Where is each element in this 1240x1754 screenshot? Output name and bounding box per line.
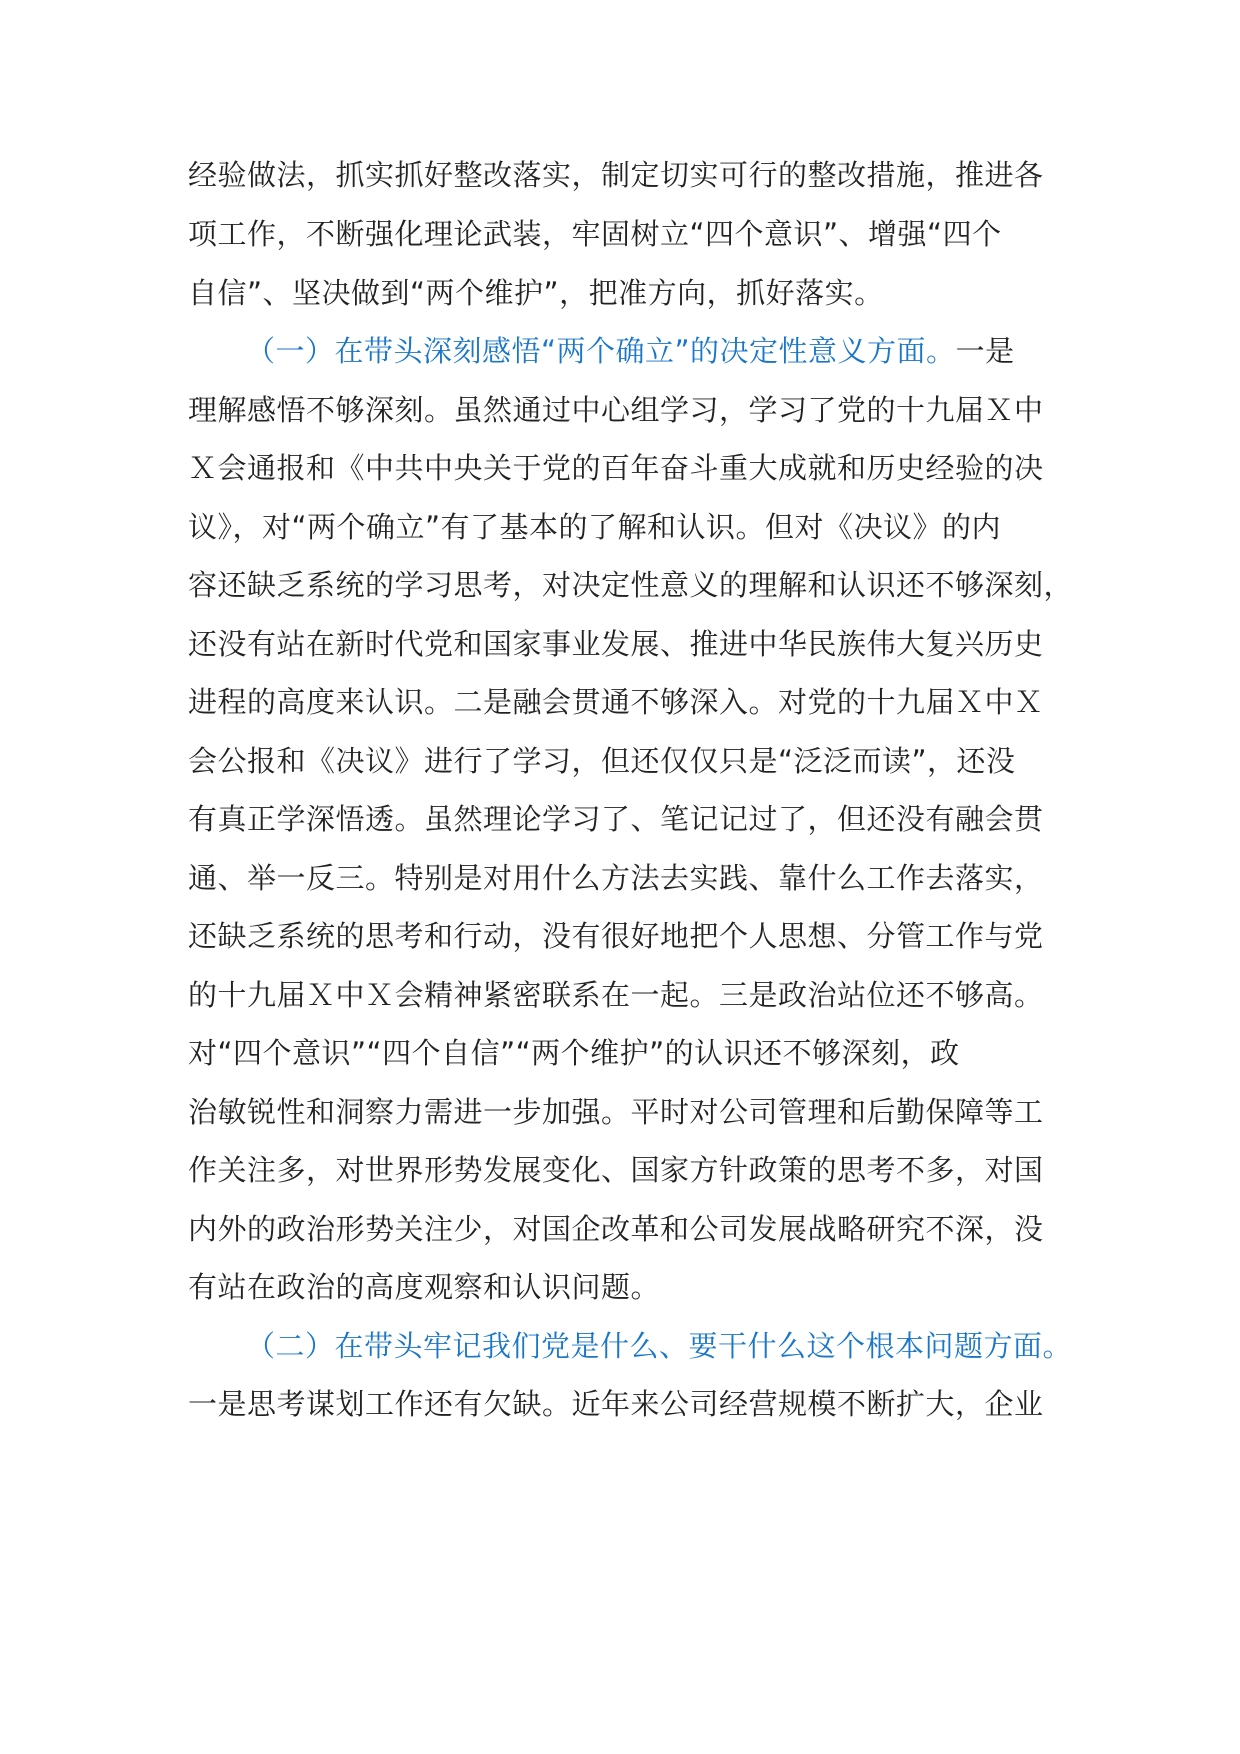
paragraph-line: 有真正学深悟透。虽然理论学习了、笔记记过了，但还没有融会贯 [188,802,1044,836]
paragraph-line: 进程的高度来认识。二是融会贯通不够深入。对党的十九届Ｘ中Ｘ [188,685,1044,719]
section-line-1 [188,318,1068,384]
paragraph-line: 一是思考谋划工作还有欠缺。近年来公司经营规模不断扩大，企业 [188,1387,1044,1421]
paragraph-line: 容还缺乏系统的学习思考，对决定性意义的理解和认识还不够深刻， [188,568,1074,602]
paragraph-line: 会公报和《决议》进行了学习，但还仅仅只是“泛泛而读”，还没 [188,744,1016,778]
paragraph-line: 作关注多，对世界形势发展变化、国家方针政策的思考不多，对国 [188,1153,1044,1187]
paragraph-line: 理解感悟不够深刻。虽然通过中心组学习，学习了党的十九届Ｘ中 [188,393,1044,427]
paragraph-line: 自信”、坚决做到“两个维护”，把准方向，抓好落实。 [188,276,884,310]
paragraph-line: 的十九届Ｘ中Ｘ会精神紧密联系在一起。三是政治站位还不够高。 [188,978,1044,1012]
paragraph-line: 议》，对“两个确立”有了基本的了解和认识。但对《决议》的内 [188,510,1002,544]
paragraph-line: 通、举一反三。特别是对用什么方法去实践、靠什么工作去落实， [188,861,1044,895]
section-heading-2: （二）在带头牢记我们党是什么、要干什么这个根本问题方面。 [246,1329,1073,1363]
paragraph-line: 还缺乏系统的思考和行动，没有很好地把个人思想、分管工作与党 [188,919,1044,953]
paragraph-line: 项工作，不断强化理论武装，牢固树立“四个意识”、增强“四个 [188,217,1002,251]
paragraph-line: Ｘ会通报和《中共中央关于党的百年奋斗重大成就和历史经验的决 [188,451,1044,485]
paragraph-line: 经验做法，抓实抓好整改落实，制定切实可行的整改措施，推进各 [188,158,1044,192]
section-heading-1: （一）在带头深刻感悟“两个确立”的决定性意义方面。 [246,334,956,368]
paragraph-line: 治敏锐性和洞察力需进一步加强。平时对公司管理和后勤保障等工 [188,1095,1044,1129]
paragraph-line: 有站在政治的高度观察和认识问题。 [188,1270,661,1304]
paragraph-line: 内外的政治形势关注少，对国企改革和公司发展战略研究不深，没 [188,1212,1044,1246]
paragraph-line: 对“四个意识”“四个自信”“两个维护”的认识还不够深刻，政 [188,1036,960,1070]
paragraph-line: 还没有站在新时代党和国家事业发展、推进中华民族伟大复兴历史 [188,627,1044,661]
paragraph-text: 一是 [955,334,1015,368]
